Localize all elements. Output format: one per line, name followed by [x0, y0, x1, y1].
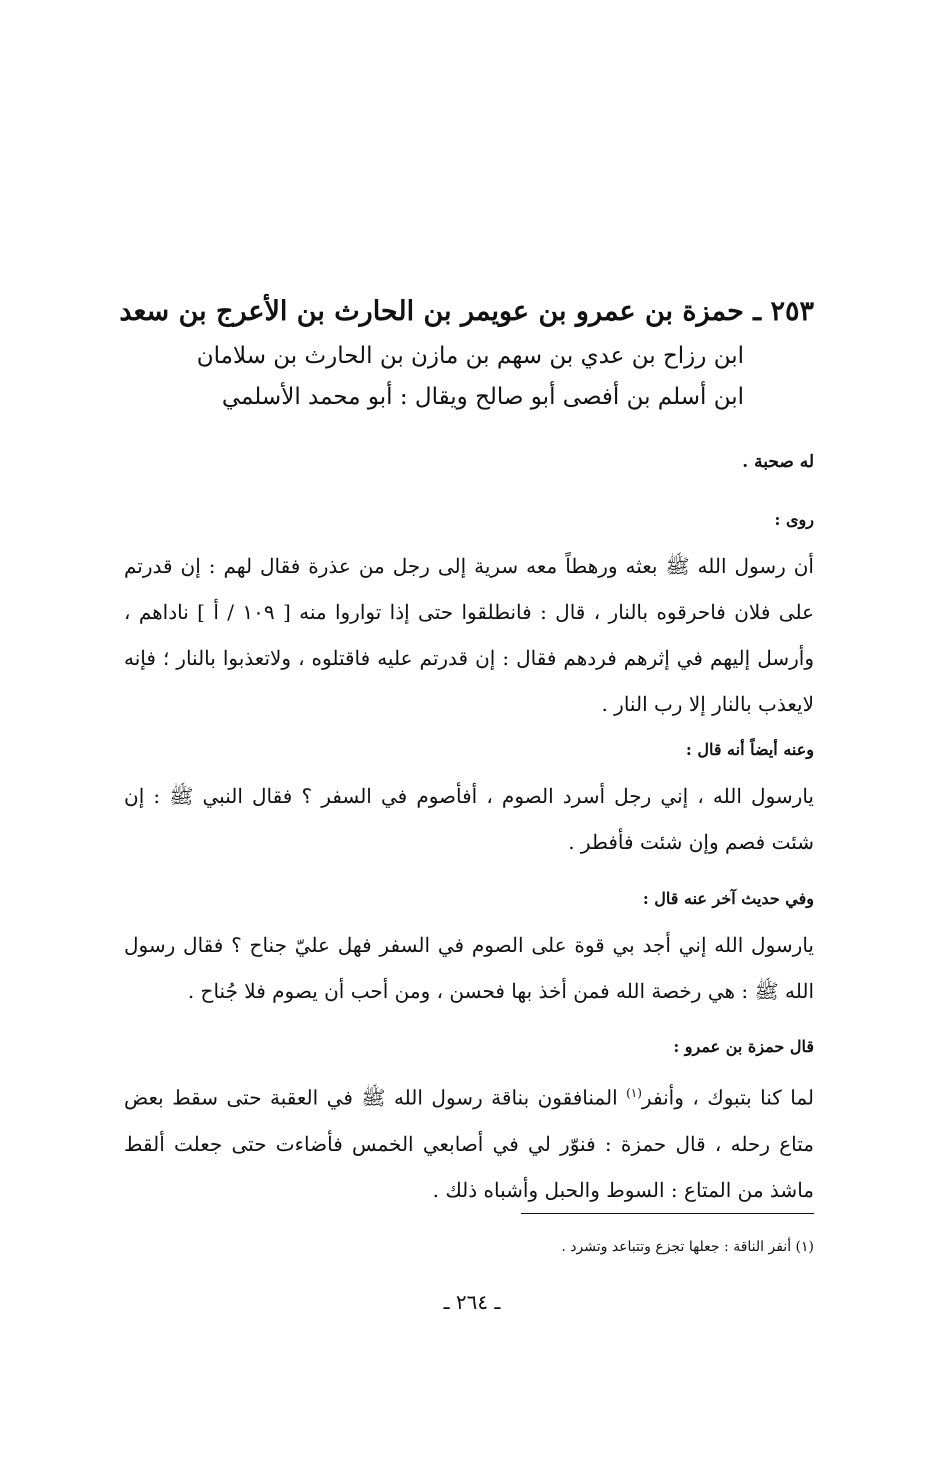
section-label-2: وعنه أيضاً أنه قال :	[685, 740, 814, 759]
entry-lineage-line-2: ابن رزاح بن عدي بن سهم بن مازن بن الحارث بن سلامان	[196, 343, 744, 369]
footnote-divider	[521, 1213, 814, 1214]
section-label-4: قال حمزة بن عمرو :	[673, 1037, 814, 1056]
section-text-4-part-2: المنافقون بناقة رسول الله ﷺ في العقبة حتى سقط بعض متاع رحله ، قال حمزة : فنوّر لي في أصابعي الخمس فأضاءت حتى جعلت ألقط ماشذ من المتاع : السوط والحبل وأشباه ذلك .	[124, 1085, 814, 1202]
page-number: ـ ٢٦٤ ـ	[443, 1290, 501, 1314]
section-text-1: أن رسول الله ﷺ بعثه ورهطاً معه سرية إلى رجل من عذرة فقال لهم : إن قدرتم على فلان فاحرقوه بالنار ، قال : فانطلقوا حتى إذا تواروا منه [ ١٠٩ / أ ] ناداهم ، وأرسل إليهم في إثرهم فردهم فقال : إن قدرتم عليه فاقتلوه ، ولاتعذبوا بالنار ؛ فإنه لايعذب بالنار إلا رب النار .	[124, 554, 815, 716]
section-text-3: يارسول الله إني أجد بي قوة على الصوم في السفر فهل عليّ جناح ؟ فقال رسول الله ﷺ : هي رخصة الله فمن أخذ بها فحسن ، ومن أحب أن يصوم فلا جُناح .	[124, 933, 814, 1003]
companion-note: له صحبة .	[742, 452, 814, 472]
section-label-3: وفي حديث آخر عنه قال :	[642, 889, 814, 908]
section-label-1: روى :	[774, 510, 814, 529]
section-text-2: يارسول الله ، إني رجل أسرد الصوم ، أفأصوم في السفر ؟ فقال النبي ﷺ : إن شئت فصم وإن شئت فأفطر .	[124, 784, 814, 854]
entry-lineage-line-3: ابن أسلم بن أفصى أبو صالح ويقال : أبو محمد الأسلمي	[221, 384, 744, 410]
section-text-4-part-1: لما كنا بتبوك ، وأنفر	[641, 1085, 814, 1110]
footnote-text: (١) أنفر الناقة : جعلها تجزع وتتباعد وتشرد .	[561, 1239, 814, 1255]
section-text-4	[124, 1070, 814, 1213]
entry-title: ٢٥٣ ـ حمزة بن عمرو بن عويمر بن الحارث بن الأعرج بن سعد	[119, 296, 814, 327]
footnote-marker: (١)	[626, 1086, 642, 1100]
